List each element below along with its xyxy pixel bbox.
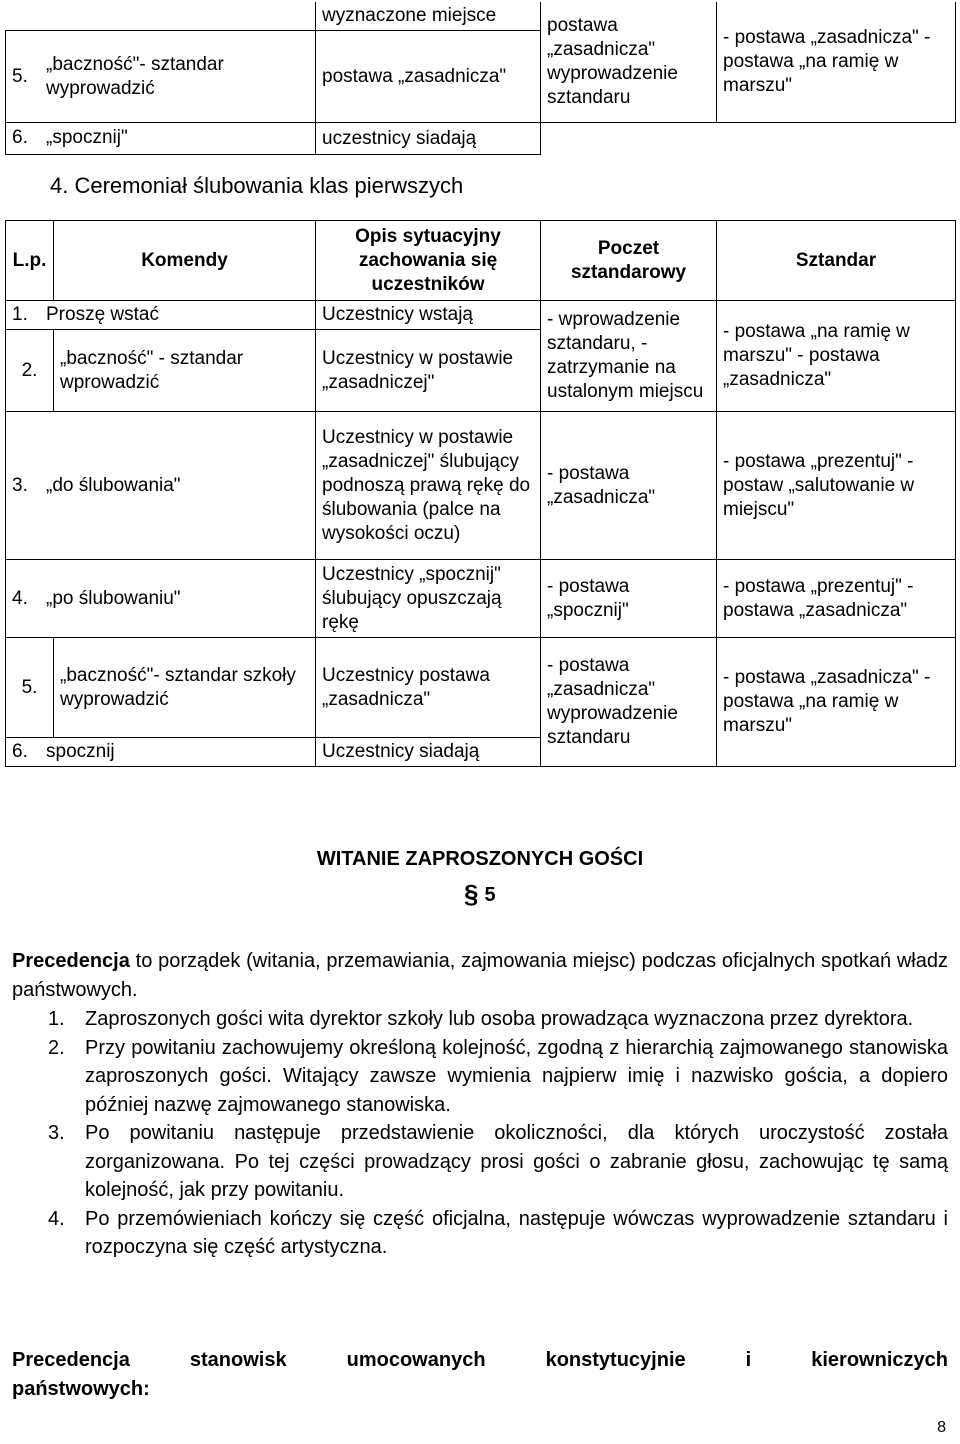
list-item: 3. Po powitaniu następuje przedstawienie okoliczności, dla których uroczystość została zorganizowana. Po tej części prowadzący prosi gości o zabranie głosu, zachowując tę samą kolejność, jak przy powitaniu.: [48, 1122, 948, 1201]
heading-word: umocowanych: [346, 1349, 486, 1371]
poczet-cell: - postawa „zasadnicza" wyprowadzenie sztandaru: [541, 638, 717, 767]
opis-cell: Uczestnicy siadają: [316, 738, 541, 767]
komenda-cell: 3. „do ślubowania": [6, 412, 316, 560]
komenda-cell: 6. spocznij: [6, 738, 316, 767]
sztandar-cell: - postawa „prezentuj" - postawa „zasadnicza": [717, 560, 956, 638]
opis-cell: Uczestnicy postawa „zasadnicza": [316, 638, 541, 738]
header-opis: Opis sytuacyjny zachowania się uczestników: [316, 221, 541, 301]
poczet-cell: - postawa „spocznij": [541, 560, 717, 638]
precedencja-term: Precedencja: [12, 950, 130, 972]
header-sztandar: Sztandar: [717, 221, 956, 301]
lp-cell: 5.: [6, 638, 54, 738]
heading-word: stanowisk: [189, 1349, 287, 1371]
komenda-cell: 1. Proszę wstać: [6, 301, 316, 330]
opis-cell: postawa „zasadnicza": [316, 31, 541, 123]
welcome-rules-list: [12, 1005, 948, 1262]
ceremony-table-continued: [5, 2, 956, 155]
section-number: 5: [484, 884, 496, 906]
sztandar-cell: - postawa „prezentuj" - postaw „salutowanie w miejscu": [717, 412, 956, 560]
list-item: 2. Przy powitaniu zachowujemy określoną kolejność, zgodną z hierarchią zajmowanego stanowiska zaproszonych gości. Witający zawsze wymienia najpierw imię i nazwisko gościa, a dopiero później nazwę zajmowanego stanowiska.: [48, 1036, 948, 1116]
opis-cell: Uczestnicy w postawie „zasadniczej": [316, 330, 541, 412]
komenda-cell: „baczność"- sztandar szkoły wyprowadzić: [54, 638, 316, 738]
ceremony-table: [5, 220, 956, 767]
heading-word: Precedencja: [12, 1349, 130, 1371]
komenda-cell: 4. „po ślubowaniu": [6, 560, 316, 638]
section-reference: [464, 880, 496, 909]
list-item: 1. Zaproszonych gości wita dyrektor szkoły lub osoba prowadząca wyznaczona przez dyrektora.: [48, 1008, 914, 1030]
precedencja-definition: to porządek (witania, przemawiania, zajmowania miejsc) podczas oficjalnych spotkań władz państwowych.: [12, 950, 948, 1001]
opis-cell: Uczestnicy wstają: [316, 301, 541, 330]
witanie-title: WITANIE ZAPROSZONYCH GOŚCI: [316, 848, 644, 870]
poczet-cell: - wprowadzenie sztandaru, - zatrzymanie na ustalonym miejscu: [541, 301, 717, 412]
komenda-cell: 6. „spocznij": [6, 123, 316, 155]
sztandar-cell: - postawa „zasadnicza" - postawa „na ramię w marszu": [717, 638, 956, 767]
table-cell: [316, 2, 541, 31]
komenda-cell: „baczność" - sztandar wprowadzić: [54, 330, 316, 412]
komenda-cell: 5. „baczność"- sztandar wyprowadzić: [6, 31, 316, 123]
precedencja-intro: [12, 947, 948, 1004]
table-row: [6, 638, 956, 738]
header-lp: L.p.: [6, 221, 54, 301]
sztandar-cell: - postawa „na ramię w marszu" - postawa „zasadnicza": [717, 301, 956, 412]
table-row: [6, 560, 956, 638]
section-heading: 4. Ceremoniał ślubowania klas pierwszych: [50, 173, 464, 198]
table-row: [6, 412, 956, 560]
opis-cell: wyznaczone miejsce: [322, 5, 497, 26]
heading-word: kierowniczych: [811, 1349, 948, 1371]
opis-cell: uczestnicy siadają: [316, 123, 541, 155]
opis-cell: Uczestnicy „spocznij" ślubujący opuszczają rękę: [316, 560, 541, 638]
table-cell: [541, 123, 717, 155]
header-komendy: Komendy: [54, 221, 316, 301]
sztandar-cell: - postawa „zasadnicza" - postawa „na ramię w marszu": [717, 2, 956, 123]
poczet-cell: - postawa „zasadnicza": [541, 412, 717, 560]
page-number: 8: [937, 1419, 946, 1436]
lp-cell: 2.: [6, 330, 54, 412]
heading-word: państwowych:: [12, 1377, 150, 1400]
header-poczet: Poczet sztandarowy: [541, 221, 717, 301]
table-row: [6, 301, 956, 330]
precedencja-heading: [12, 1346, 948, 1403]
section-sign: §: [464, 879, 479, 909]
heading-word: i: [745, 1349, 752, 1371]
opis-cell: Uczestnicy w postawie „zasadniczej" ślubujący podnoszą prawą rękę do ślubowania (palce na wysokości oczu): [316, 412, 541, 560]
table-cell: [6, 2, 316, 31]
table-cell: [717, 123, 956, 155]
heading-word: konstytucyjnie: [545, 1349, 686, 1371]
poczet-cell: postawa „zasadnicza" wyprowadzenie sztandaru: [541, 2, 717, 123]
list-item: 4. Po przemówieniach kończy się część oficjalna, następuje wówczas wyprowadzenie sztandaru i rozpoczyna się część artystyczna.: [48, 1207, 948, 1258]
